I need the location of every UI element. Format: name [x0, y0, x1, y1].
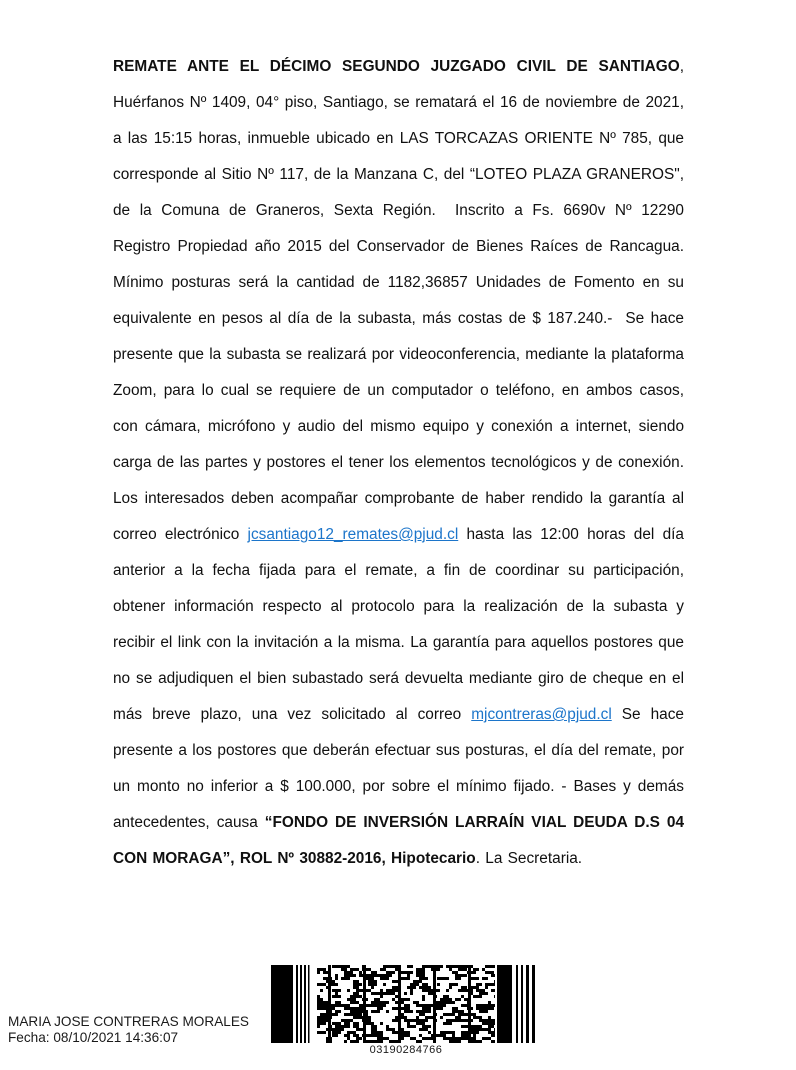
- auction-notice-paragraph: [113, 0, 684, 877]
- email-link[interactable]: jcsantiago12_remates@pjud.cl: [247, 526, 459, 543]
- text-run: . La Secretaria.: [475, 850, 583, 867]
- email-link[interactable]: mjcontreras@pjud.cl: [471, 706, 612, 723]
- text-run: hasta las 12:00 horas del día anterior a la fecha fijada para el remate, a fin de coordinar su participación, obtener información respecto al protocolo para la realización de la subasta y recibir el link con la invitación a la misma. La garantía para aquellos postores que no se adjudiquen el bien subastado será devuelta mediante giro de cheque en el más breve plazo, una vez solicitado al correo: [113, 526, 684, 723]
- text-run: REMATE ANTE EL DÉCIMO SEGUNDO JUZGADO CIVIL DE SANTIAGO: [113, 58, 680, 75]
- barcode-block: [271, 965, 541, 1057]
- signer-name: MARIA JOSE CONTRERAS MORALES: [8, 1014, 249, 1029]
- signature-stamp: [8, 1014, 249, 1046]
- barcode-value: 03190284766: [369, 1044, 443, 1056]
- pdf417-barcode: [271, 965, 541, 1043]
- text-run: , Huérfanos Nº 1409, 04° piso, Santiago, se rematará el 16 de noviembre de 2021, a las 15:15 horas, inmueble ubicado en LAS TORCAZAS ORIENTE Nº 785, que corresponde al Sitio Nº 117, de la Manzana C, del “LOTEO PLAZA GRANEROS", de la Comuna de Graneros, Sexta Región. Inscrito a Fs. 6690v Nº 12290 Registro Propiedad año 2015 del Conservador de Bienes Raíces de Rancagua. Mínimo posturas será la cantidad de 1182,36857 Unidades de Fomento en su equivalente en pesos al día de la subasta, más costas de $ 187.240.- Se hace presente que la subasta se realizará por videoconferencia, mediante la plataforma Zoom, para lo cual se requiere de un computador o teléfono, en ambos casos, con cámara, micrófono y audio del mismo equipo y conexión a internet, siendo carga de las partes y postores el tener los elementos tecnológicos y de conexión. Los interesados deben acompañar comprobante de haber rendido la garantía al correo electrónico: [113, 58, 684, 543]
- text-run: “FONDO DE INVERSIÓN LARRAÍN VIAL DEUDA D.S 04 CON MORAGA”, ROL Nº 30882-2016, Hipotecario: [113, 814, 684, 867]
- signature-date: Fecha: 08/10/2021 14:36:07: [8, 1030, 179, 1045]
- text-run: Se hace presente a los postores que deberán efectuar sus posturas, el día del remate, por un monto no inferior a $ 100.000, por sobre el mínimo fijado. - Bases y demás antecedentes, causa: [113, 706, 684, 831]
